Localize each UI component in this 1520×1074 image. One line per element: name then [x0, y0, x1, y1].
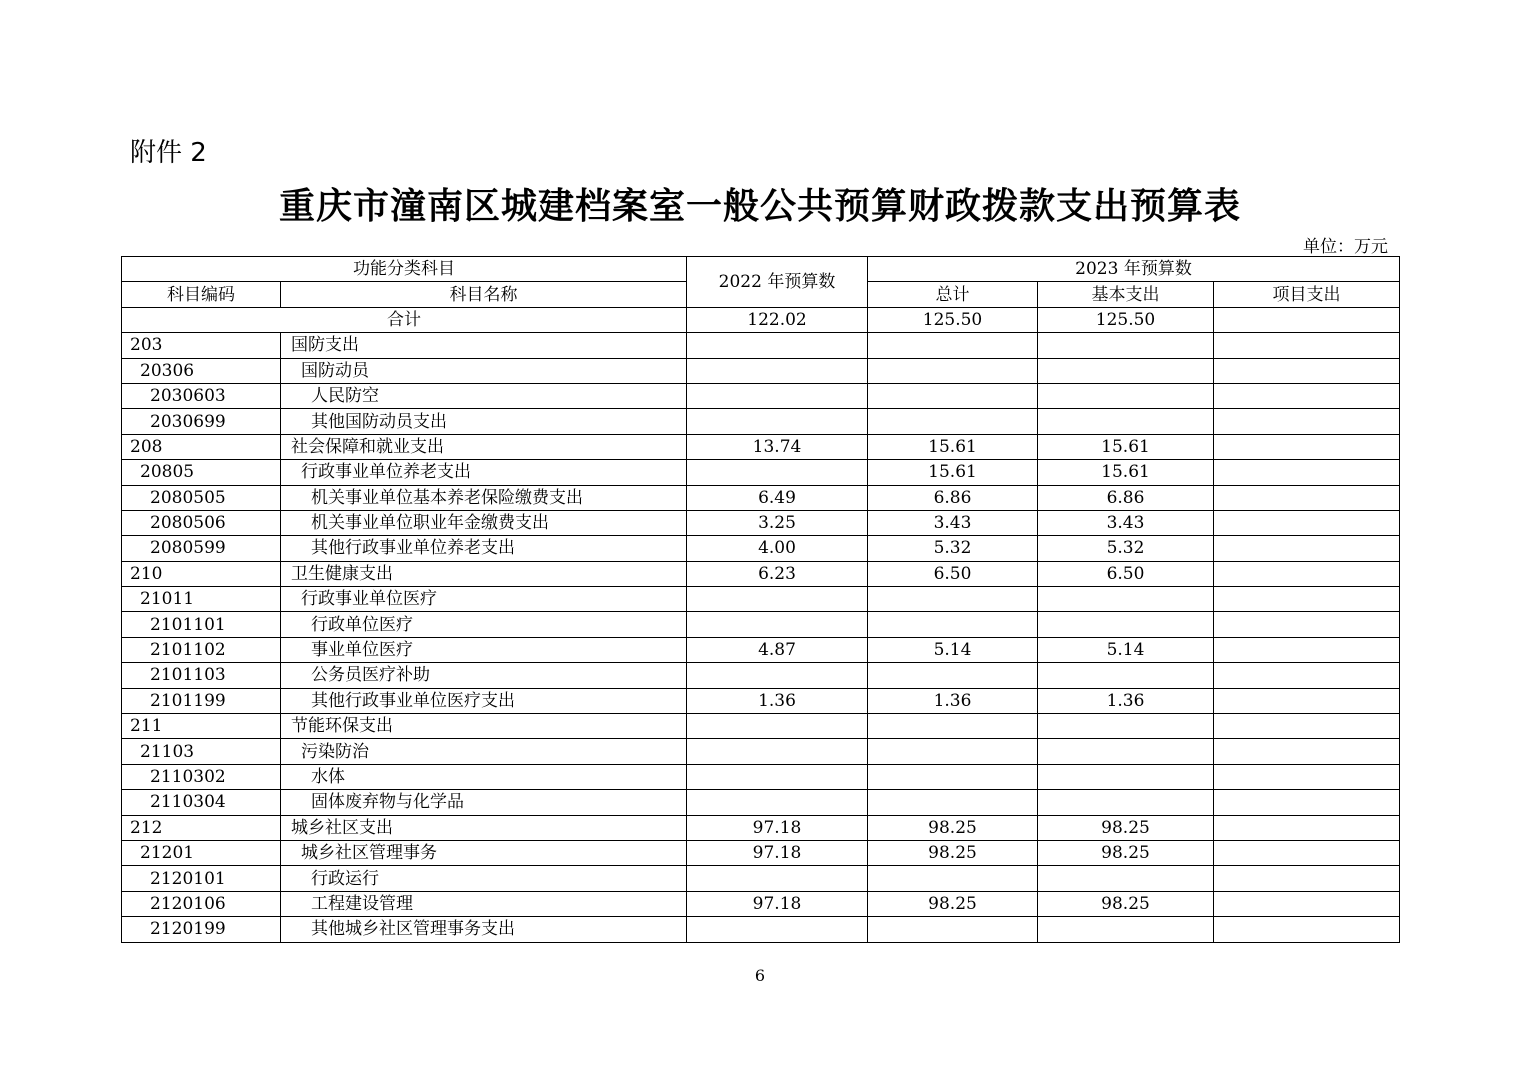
row-2023-basic	[1038, 866, 1214, 891]
attachment-label: 附件 2	[130, 138, 207, 168]
header-project: 项目支出	[1214, 282, 1400, 307]
header-total: 总计	[868, 282, 1038, 307]
row-2023-total: 15.61	[868, 460, 1038, 485]
row-code: 210	[122, 561, 281, 586]
row-2022	[687, 790, 868, 815]
row-name: 其他城乡社区管理事务支出	[281, 917, 687, 942]
row-2022: 13.74	[687, 434, 868, 459]
row-name: 行政事业单位养老支出	[281, 460, 687, 485]
total-2022: 122.02	[687, 307, 868, 332]
row-2023-project	[1214, 840, 1400, 865]
row-2023-basic: 15.61	[1038, 460, 1214, 485]
row-2023-basic: 98.25	[1038, 891, 1214, 916]
row-name: 国防动员	[281, 358, 687, 383]
row-2023-total	[868, 714, 1038, 739]
row-2023-project	[1214, 891, 1400, 916]
table-row	[122, 637, 1400, 662]
row-2022	[687, 358, 868, 383]
row-2023-total	[868, 612, 1038, 637]
row-2023-project	[1214, 333, 1400, 358]
table-row	[122, 434, 1400, 459]
row-2023-total: 6.86	[868, 485, 1038, 510]
row-code: 2030603	[122, 383, 281, 408]
row-2023-total: 98.25	[868, 815, 1038, 840]
row-2022: 1.36	[687, 688, 868, 713]
row-code: 212	[122, 815, 281, 840]
row-2022: 4.87	[687, 637, 868, 662]
row-2023-total	[868, 739, 1038, 764]
row-code: 2110302	[122, 764, 281, 789]
row-2023-basic: 1.36	[1038, 688, 1214, 713]
row-2023-total	[868, 587, 1038, 612]
row-code: 2120101	[122, 866, 281, 891]
row-2023-project	[1214, 434, 1400, 459]
row-name: 事业单位医疗	[281, 637, 687, 662]
row-2023-total: 3.43	[868, 510, 1038, 535]
row-code: 2101102	[122, 637, 281, 662]
row-2022: 6.23	[687, 561, 868, 586]
row-name: 人民防空	[281, 383, 687, 408]
table-row	[122, 460, 1400, 485]
row-name: 国防支出	[281, 333, 687, 358]
row-2022	[687, 409, 868, 434]
row-2023-project	[1214, 637, 1400, 662]
row-2023-total	[868, 333, 1038, 358]
row-2023-project	[1214, 358, 1400, 383]
row-2023-project	[1214, 688, 1400, 713]
budget-table	[121, 256, 1400, 943]
row-2023-total: 98.25	[868, 891, 1038, 916]
row-2022	[687, 383, 868, 408]
row-2022	[687, 612, 868, 637]
row-2023-project	[1214, 714, 1400, 739]
header-budget-2022: 2022 年预算数	[687, 257, 868, 308]
row-name: 卫生健康支出	[281, 561, 687, 586]
row-2023-basic: 6.86	[1038, 485, 1214, 510]
row-2023-total	[868, 358, 1038, 383]
row-2022	[687, 866, 868, 891]
row-2023-total: 15.61	[868, 434, 1038, 459]
total-2023-basic: 125.50	[1038, 307, 1214, 332]
row-code: 2120199	[122, 917, 281, 942]
table-row	[122, 383, 1400, 408]
row-name: 行政事业单位医疗	[281, 587, 687, 612]
row-name: 其他行政事业单位养老支出	[281, 536, 687, 561]
row-2023-basic	[1038, 917, 1214, 942]
row-code: 2110304	[122, 790, 281, 815]
row-2023-project	[1214, 612, 1400, 637]
row-code: 2080599	[122, 536, 281, 561]
row-code: 2030699	[122, 409, 281, 434]
row-name: 城乡社区管理事务	[281, 840, 687, 865]
row-2023-basic: 98.25	[1038, 815, 1214, 840]
row-2023-total: 6.50	[868, 561, 1038, 586]
header-functional-category: 功能分类科目	[122, 257, 687, 282]
row-2022: 4.00	[687, 536, 868, 561]
row-2023-project	[1214, 460, 1400, 485]
row-2022: 97.18	[687, 815, 868, 840]
row-2023-project	[1214, 790, 1400, 815]
row-name: 机关事业单位职业年金缴费支出	[281, 510, 687, 535]
table-row	[122, 764, 1400, 789]
budget-table-body	[122, 257, 1400, 943]
header-row-1	[122, 257, 1400, 282]
table-row	[122, 536, 1400, 561]
header-name: 科目名称	[281, 282, 687, 307]
row-2023-total	[868, 383, 1038, 408]
row-2022	[687, 333, 868, 358]
row-2023-basic	[1038, 358, 1214, 383]
row-2023-basic	[1038, 587, 1214, 612]
row-2023-basic	[1038, 409, 1214, 434]
row-name: 公务员医疗补助	[281, 663, 687, 688]
row-name: 城乡社区支出	[281, 815, 687, 840]
total-label: 合计	[122, 307, 687, 332]
row-2023-project	[1214, 764, 1400, 789]
row-2022	[687, 714, 868, 739]
row-2022	[687, 764, 868, 789]
table-row	[122, 587, 1400, 612]
row-code: 2101199	[122, 688, 281, 713]
row-name: 社会保障和就业支出	[281, 434, 687, 459]
row-2023-project	[1214, 917, 1400, 942]
row-code: 203	[122, 333, 281, 358]
row-code: 21201	[122, 840, 281, 865]
row-2023-total: 1.36	[868, 688, 1038, 713]
total-2023-project	[1214, 307, 1400, 332]
row-2023-total: 98.25	[868, 840, 1038, 865]
row-code: 2080505	[122, 485, 281, 510]
row-2023-project	[1214, 383, 1400, 408]
table-row	[122, 612, 1400, 637]
row-2023-project	[1214, 587, 1400, 612]
row-2023-basic	[1038, 612, 1214, 637]
row-2023-project	[1214, 485, 1400, 510]
table-row	[122, 561, 1400, 586]
table-row	[122, 790, 1400, 815]
row-code: 2080506	[122, 510, 281, 535]
row-2023-project	[1214, 510, 1400, 535]
row-name: 其他国防动员支出	[281, 409, 687, 434]
row-2022: 97.18	[687, 840, 868, 865]
total-2023-total: 125.50	[868, 307, 1038, 332]
header-code: 科目编码	[122, 282, 281, 307]
row-2023-basic: 5.14	[1038, 637, 1214, 662]
table-row	[122, 663, 1400, 688]
table-row	[122, 409, 1400, 434]
row-2023-total	[868, 409, 1038, 434]
row-code: 208	[122, 434, 281, 459]
row-2023-project	[1214, 815, 1400, 840]
row-code: 20805	[122, 460, 281, 485]
table-row	[122, 917, 1400, 942]
row-2023-basic	[1038, 764, 1214, 789]
table-row	[122, 714, 1400, 739]
unit-label: 单位：万元	[1303, 237, 1388, 257]
row-2022	[687, 663, 868, 688]
row-code: 21103	[122, 739, 281, 764]
row-code: 2101101	[122, 612, 281, 637]
row-name: 工程建设管理	[281, 891, 687, 916]
row-2022	[687, 587, 868, 612]
row-2023-project	[1214, 663, 1400, 688]
row-2022	[687, 739, 868, 764]
row-2023-total	[868, 917, 1038, 942]
table-row	[122, 485, 1400, 510]
header-basic: 基本支出	[1038, 282, 1214, 307]
table-row	[122, 739, 1400, 764]
row-2023-total	[868, 663, 1038, 688]
row-2023-project	[1214, 561, 1400, 586]
table-row	[122, 866, 1400, 891]
row-2023-project	[1214, 536, 1400, 561]
row-2023-basic	[1038, 739, 1214, 764]
row-2023-basic: 3.43	[1038, 510, 1214, 535]
row-2023-project	[1214, 866, 1400, 891]
row-name: 其他行政事业单位医疗支出	[281, 688, 687, 713]
row-name: 行政运行	[281, 866, 687, 891]
row-code: 2120106	[122, 891, 281, 916]
page-title: 重庆市潼南区城建档案室一般公共预算财政拨款支出预算表	[278, 185, 1241, 227]
row-code: 2101103	[122, 663, 281, 688]
row-2022: 97.18	[687, 891, 868, 916]
row-2022: 6.49	[687, 485, 868, 510]
row-2023-basic	[1038, 663, 1214, 688]
row-name: 机关事业单位基本养老保险缴费支出	[281, 485, 687, 510]
row-code: 21011	[122, 587, 281, 612]
row-2023-total: 5.14	[868, 637, 1038, 662]
table-row	[122, 891, 1400, 916]
row-2023-basic	[1038, 790, 1214, 815]
row-2023-total: 5.32	[868, 536, 1038, 561]
row-2023-basic	[1038, 714, 1214, 739]
row-2023-basic	[1038, 333, 1214, 358]
row-name: 水体	[281, 764, 687, 789]
row-2023-total	[868, 866, 1038, 891]
row-2022: 3.25	[687, 510, 868, 535]
row-name: 节能环保支出	[281, 714, 687, 739]
table-row	[122, 815, 1400, 840]
row-code: 211	[122, 714, 281, 739]
table-row	[122, 333, 1400, 358]
table-row	[122, 688, 1400, 713]
page-number: 6	[754, 966, 766, 985]
table-row	[122, 840, 1400, 865]
table-row	[122, 358, 1400, 383]
row-name: 污染防治	[281, 739, 687, 764]
row-2022	[687, 460, 868, 485]
row-2023-project	[1214, 409, 1400, 434]
row-name: 固体废弃物与化学品	[281, 790, 687, 815]
row-2023-basic: 5.32	[1038, 536, 1214, 561]
total-row	[122, 307, 1400, 332]
header-budget-2023: 2023 年预算数	[868, 257, 1400, 282]
row-2023-total	[868, 790, 1038, 815]
row-2023-basic	[1038, 383, 1214, 408]
row-2022	[687, 917, 868, 942]
row-code: 20306	[122, 358, 281, 383]
row-2023-total	[868, 764, 1038, 789]
row-2023-project	[1214, 739, 1400, 764]
table-row	[122, 510, 1400, 535]
row-2023-basic: 15.61	[1038, 434, 1214, 459]
row-2023-basic: 6.50	[1038, 561, 1214, 586]
row-name: 行政单位医疗	[281, 612, 687, 637]
row-2023-basic: 98.25	[1038, 840, 1214, 865]
